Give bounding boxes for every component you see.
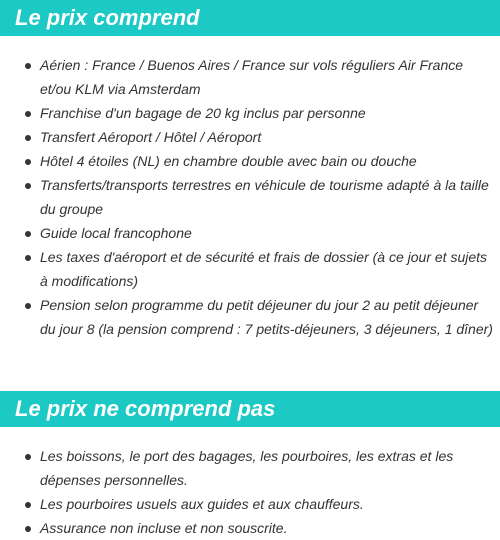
list-item-text: Les boissons, le port des bagages, les pourboires, les extras et les dépenses personnelles. bbox=[40, 448, 454, 488]
list-item-text: Pension selon programme du petit déjeuner du jour 2 au petit déjeuner du jour 8 (la pension comprend : 7 petits-déjeuners, 3 déjeuners, 1 dîner) bbox=[40, 297, 493, 337]
bullet-icon bbox=[25, 135, 31, 141]
bullet-icon bbox=[25, 255, 31, 261]
included-list bbox=[0, 53, 500, 341]
list-item bbox=[0, 149, 500, 173]
bullet-icon bbox=[25, 502, 31, 508]
bullet-icon bbox=[25, 526, 31, 532]
bullet-icon bbox=[25, 183, 31, 189]
list-item bbox=[0, 101, 500, 125]
list-item-text: Les pourboires usuels aux guides et aux chauffeurs. bbox=[40, 496, 364, 512]
list-item bbox=[0, 516, 500, 540]
list-item-text: Guide local francophone bbox=[40, 225, 192, 241]
list-item bbox=[0, 221, 500, 245]
list-item-text: Les taxes d'aéroport et de sécurité et frais de dossier (à ce jour et sujets à modifications) bbox=[40, 249, 488, 289]
bullet-icon bbox=[25, 231, 31, 237]
excluded-list bbox=[0, 444, 500, 540]
list-item-text: Franchise d'un bagage de 20 kg inclus par personne bbox=[40, 105, 366, 121]
list-item bbox=[0, 293, 500, 341]
list-item bbox=[0, 173, 500, 221]
bullet-icon bbox=[25, 159, 31, 165]
list-item-text: Hôtel 4 étoiles (NL) en chambre double avec bain ou douche bbox=[40, 153, 417, 169]
list-item bbox=[0, 125, 500, 149]
list-item bbox=[0, 245, 500, 293]
list-item-text: Transferts/transports terrestres en véhicule de tourisme adapté à la taille du groupe bbox=[40, 177, 489, 217]
bullet-icon bbox=[25, 303, 31, 309]
excluded-section bbox=[0, 391, 500, 540]
list-item bbox=[0, 444, 500, 492]
bullet-icon bbox=[25, 454, 31, 460]
list-item bbox=[0, 492, 500, 516]
list-item-text: Assurance non incluse et non souscrite. bbox=[40, 520, 288, 536]
bullet-icon bbox=[25, 111, 31, 117]
included-heading: Le prix comprend bbox=[0, 0, 500, 36]
list-item-text: Aérien : France / Buenos Aires / France sur vols réguliers Air France et/ou KLM via Amsterdam bbox=[40, 57, 464, 97]
list-item bbox=[0, 53, 500, 101]
excluded-heading: Le prix ne comprend pas bbox=[0, 391, 500, 427]
bullet-icon bbox=[25, 63, 31, 69]
list-item-text: Transfert Aéroport / Hôtel / Aéroport bbox=[40, 129, 262, 145]
